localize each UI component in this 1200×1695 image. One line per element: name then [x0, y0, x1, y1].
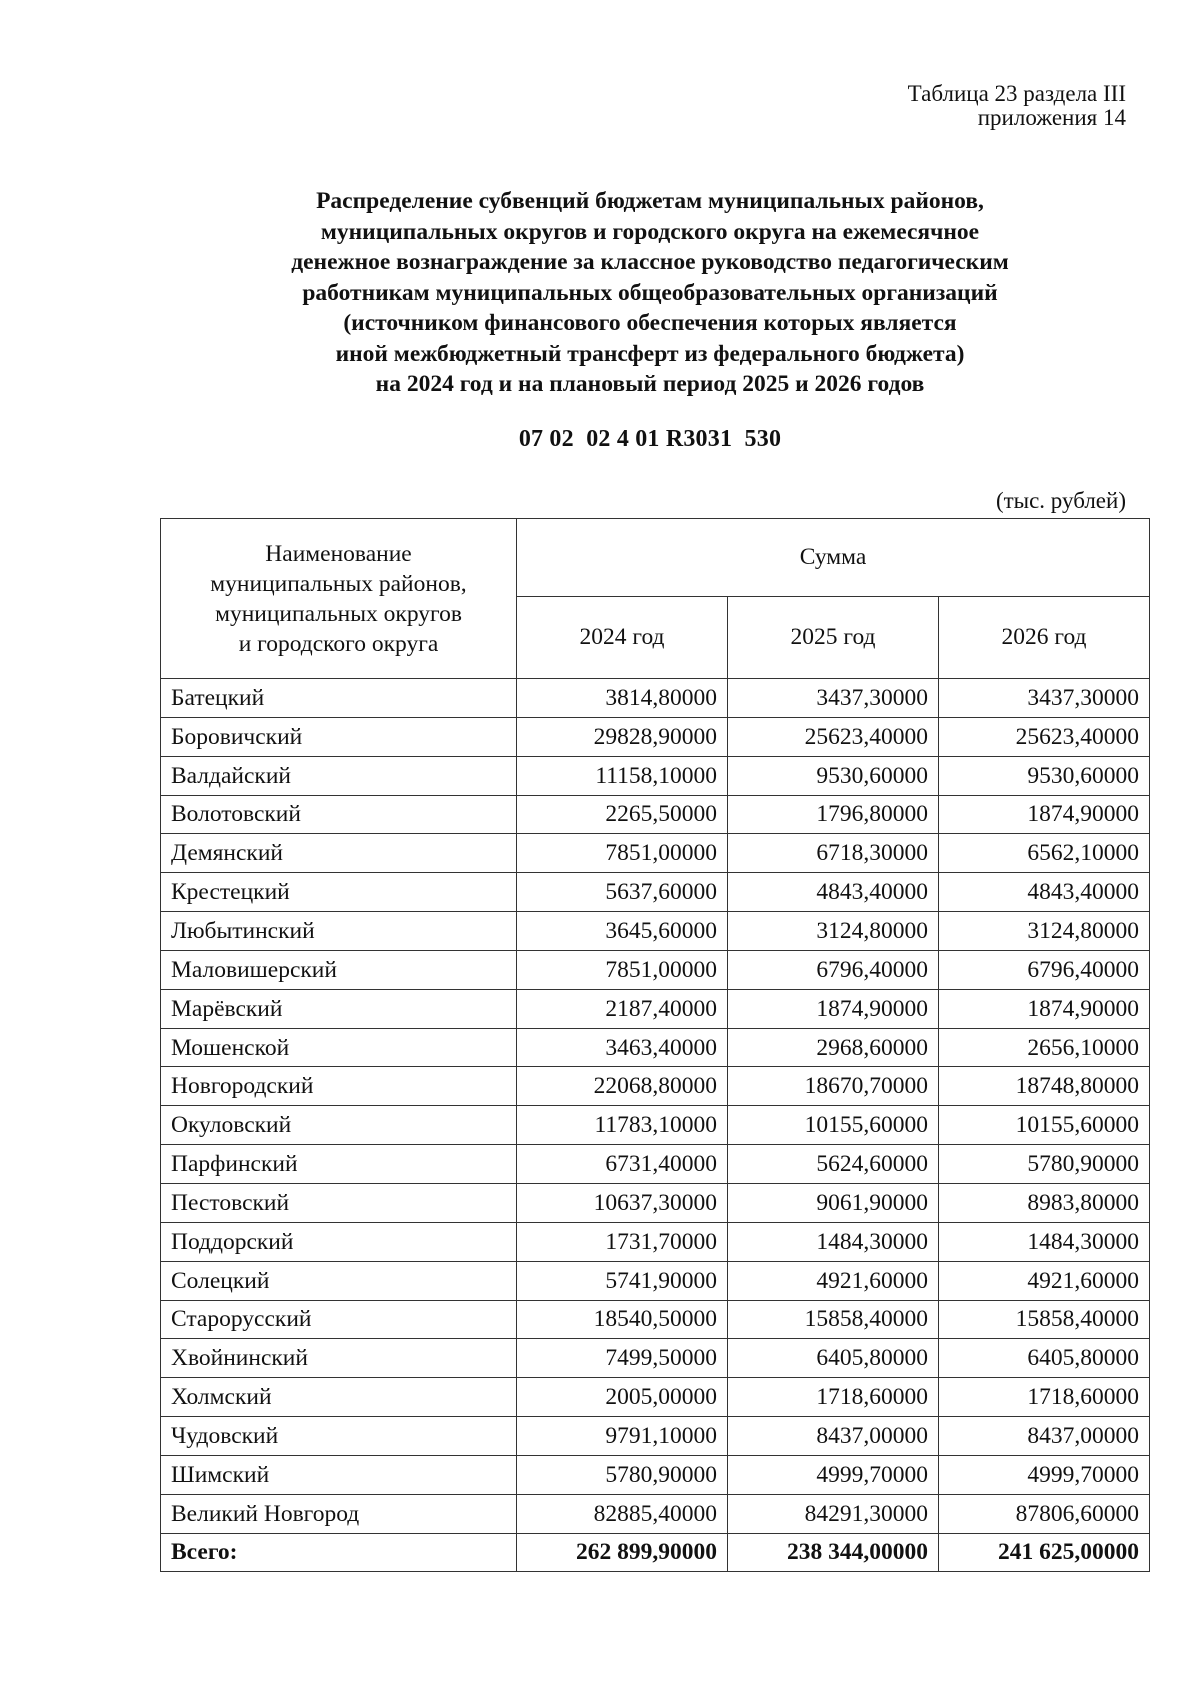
column-header-name-line: Наименование	[265, 540, 412, 567]
amount-2025: 6718,30000	[728, 834, 939, 873]
municipality-name: Новгородский	[161, 1067, 517, 1106]
table-row	[161, 1028, 1150, 1067]
table-row	[161, 795, 1150, 834]
municipality-name: Любытинский	[161, 912, 517, 951]
amount-2025: 6405,80000	[728, 1339, 939, 1378]
table-row	[161, 1183, 1150, 1222]
table-reference	[908, 82, 1126, 130]
amount-2024: 3463,40000	[517, 1028, 728, 1067]
title-line: иной межбюджетный трансферт из федерального бюджета)	[335, 340, 965, 367]
municipality-name: Валдайский	[161, 756, 517, 795]
amount-2025: 1718,60000	[728, 1378, 939, 1417]
amount-2024: 262 899,90000	[517, 1533, 728, 1572]
municipality-name: Окуловский	[161, 1106, 517, 1145]
amount-2025: 238 344,00000	[728, 1533, 939, 1572]
table-row	[161, 1378, 1150, 1417]
amount-2026: 1718,60000	[939, 1378, 1150, 1417]
amount-2025: 8437,00000	[728, 1417, 939, 1456]
municipality-name: Парфинский	[161, 1145, 517, 1184]
table-row	[161, 1494, 1150, 1533]
amount-2026: 8983,80000	[939, 1183, 1150, 1222]
municipality-name: Марёвский	[161, 989, 517, 1028]
municipality-name: Великий Новгород	[161, 1494, 517, 1533]
municipality-name: Чудовский	[161, 1417, 517, 1456]
amount-2025: 84291,30000	[728, 1494, 939, 1533]
municipality-name: Шимский	[161, 1455, 517, 1494]
amount-2025: 25623,40000	[728, 717, 939, 756]
amount-2024: 5637,60000	[517, 873, 728, 912]
amount-2026: 3437,30000	[939, 679, 1150, 718]
amount-2025: 3124,80000	[728, 912, 939, 951]
amount-2026: 2656,10000	[939, 1028, 1150, 1067]
column-header-name-line: муниципальных районов,	[210, 570, 467, 597]
amount-2025: 4999,70000	[728, 1455, 939, 1494]
column-header-2024: 2024 год	[517, 597, 728, 679]
column-header-2026: 2026 год	[939, 597, 1150, 679]
table-row	[161, 1106, 1150, 1145]
amount-2024: 7851,00000	[517, 950, 728, 989]
table-row	[161, 1339, 1150, 1378]
table-row	[161, 1067, 1150, 1106]
municipality-name: Холмский	[161, 1378, 517, 1417]
table-row	[161, 834, 1150, 873]
amount-2026: 1874,90000	[939, 795, 1150, 834]
title-line: (источником финансового обеспечения которых является	[343, 310, 957, 336]
table-row	[161, 873, 1150, 912]
amount-2025: 1796,80000	[728, 795, 939, 834]
amount-2024: 9791,10000	[517, 1417, 728, 1456]
distribution-table	[160, 518, 1150, 1572]
table-row	[161, 912, 1150, 951]
amount-2025: 6796,40000	[728, 950, 939, 989]
municipality-name: Хвойнинский	[161, 1339, 517, 1378]
municipality-name: Демянский	[161, 834, 517, 873]
amount-2026: 4843,40000	[939, 873, 1150, 912]
municipality-name: Старорусский	[161, 1300, 517, 1339]
table-reference-line2: приложения 14	[977, 105, 1126, 130]
amount-2026: 4921,60000	[939, 1261, 1150, 1300]
municipality-name: Волотовский	[161, 795, 517, 834]
amount-2024: 1731,70000	[517, 1222, 728, 1261]
column-header-name-line: муниципальных округов	[215, 600, 462, 627]
table-row	[161, 679, 1150, 718]
amount-2025: 10155,60000	[728, 1106, 939, 1145]
table-reference-line1: Таблица 23 раздела III	[907, 81, 1126, 106]
amount-2026: 4999,70000	[939, 1455, 1150, 1494]
amount-2024: 3645,60000	[517, 912, 728, 951]
amount-2025: 1484,30000	[728, 1222, 939, 1261]
amount-2026: 1874,90000	[939, 989, 1150, 1028]
amount-2024: 2187,40000	[517, 989, 728, 1028]
amount-2026: 8437,00000	[939, 1417, 1150, 1456]
amount-2025: 3437,30000	[728, 679, 939, 718]
title-line: денежное вознаграждение за классное руководство педагогическим	[291, 249, 1009, 275]
amount-2024: 10637,30000	[517, 1183, 728, 1222]
table-row	[161, 1417, 1150, 1456]
amount-2026: 10155,60000	[939, 1106, 1150, 1145]
unit-label: (тыс. рублей)	[995, 488, 1126, 513]
municipality-name: Батецкий	[161, 679, 517, 718]
amount-2024: 6731,40000	[517, 1145, 728, 1184]
amount-2025: 5624,60000	[728, 1145, 939, 1184]
amount-2024: 7851,00000	[517, 834, 728, 873]
table-row	[161, 717, 1150, 756]
table-row	[161, 1145, 1150, 1184]
amount-2024: 18540,50000	[517, 1300, 728, 1339]
municipality-name: Пестовский	[161, 1183, 517, 1222]
municipality-name: Крестецкий	[161, 873, 517, 912]
amount-2026: 25623,40000	[939, 717, 1150, 756]
amount-2024: 5780,90000	[517, 1455, 728, 1494]
amount-2026: 5780,90000	[939, 1145, 1150, 1184]
table-row	[161, 1261, 1150, 1300]
amount-2026: 6405,80000	[939, 1339, 1150, 1378]
amount-2024: 29828,90000	[517, 717, 728, 756]
amount-2026: 241 625,00000	[939, 1533, 1150, 1572]
column-header-name-line: и городского округа	[238, 630, 439, 657]
amount-2025: 18670,70000	[728, 1067, 939, 1106]
amount-2024: 11783,10000	[517, 1106, 728, 1145]
municipality-name: Мошенской	[161, 1028, 517, 1067]
column-header-2025: 2025 год	[728, 597, 939, 679]
municipality-name: Маловишерский	[161, 950, 517, 989]
document-title	[150, 186, 1150, 400]
amount-2025: 9061,90000	[728, 1183, 939, 1222]
amount-2026: 6796,40000	[939, 950, 1150, 989]
amount-2024: 11158,10000	[517, 756, 728, 795]
amount-2025: 2968,60000	[728, 1028, 939, 1067]
title-line: муниципальных округов и городского округа на ежемесячное	[320, 218, 980, 245]
table-row	[161, 989, 1150, 1028]
table-row	[161, 756, 1150, 795]
budget-code: 07 02 02 4 01 R3031 530	[518, 426, 782, 452]
amount-2024: 2005,00000	[517, 1378, 728, 1417]
amount-2025: 4843,40000	[728, 873, 939, 912]
amount-2025: 15858,40000	[728, 1300, 939, 1339]
amount-2026: 15858,40000	[939, 1300, 1150, 1339]
amount-2024: 22068,80000	[517, 1067, 728, 1106]
amount-2024: 5741,90000	[517, 1261, 728, 1300]
amount-2024: 3814,80000	[517, 679, 728, 718]
amount-2025: 9530,60000	[728, 756, 939, 795]
municipality-name: Всего:	[161, 1533, 517, 1572]
title-line: Распределение субвенций бюджетам муниципальных районов,	[316, 188, 984, 214]
table-row	[161, 950, 1150, 989]
title-line: работникам муниципальных общеобразовательных организаций	[302, 279, 998, 306]
amount-2024: 2265,50000	[517, 795, 728, 834]
municipality-name: Поддорский	[161, 1222, 517, 1261]
table-row	[161, 1455, 1150, 1494]
amount-2026: 18748,80000	[939, 1067, 1150, 1106]
amount-2024: 82885,40000	[517, 1494, 728, 1533]
table-row	[161, 1222, 1150, 1261]
table-row	[161, 1300, 1150, 1339]
amount-2026: 9530,60000	[939, 756, 1150, 795]
amount-2026: 87806,60000	[939, 1494, 1150, 1533]
municipality-name: Боровичский	[161, 717, 517, 756]
amount-2024: 7499,50000	[517, 1339, 728, 1378]
amount-2026: 3124,80000	[939, 912, 1150, 951]
municipality-name: Солецкий	[161, 1261, 517, 1300]
column-header-sum: Сумма	[517, 519, 1150, 597]
title-line: на 2024 год и на плановый период 2025 и 2026 годов	[375, 371, 925, 397]
amount-2026: 6562,10000	[939, 834, 1150, 873]
column-header-name	[161, 519, 517, 679]
amount-2026: 1484,30000	[939, 1222, 1150, 1261]
total-row	[161, 1533, 1150, 1572]
amount-2025: 1874,90000	[728, 989, 939, 1028]
amount-2025: 4921,60000	[728, 1261, 939, 1300]
